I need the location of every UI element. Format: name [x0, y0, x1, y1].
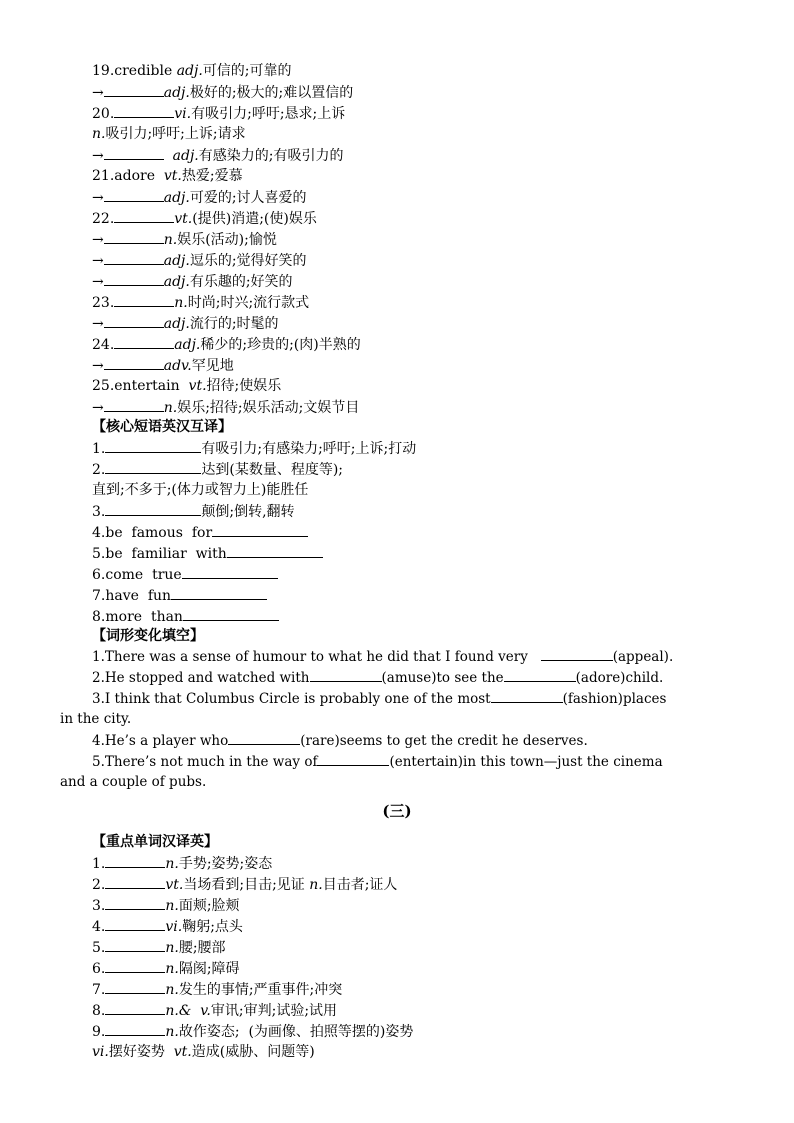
answer-blank[interactable] [105, 916, 165, 931]
answer-blank[interactable] [104, 271, 164, 286]
answer-blank[interactable] [105, 853, 165, 868]
answer-blank[interactable] [104, 313, 164, 328]
answer-blank[interactable] [171, 585, 267, 600]
answer-blank[interactable] [228, 730, 300, 745]
form-sentence-5: 5.There’s not much in the way of (entertain)in this town—just the cinema [92, 751, 663, 771]
answer-blank[interactable] [105, 1000, 165, 1015]
phrase-item: 2. 达到(某数量、程度等); [92, 459, 343, 479]
answer-blank[interactable] [105, 958, 165, 973]
answer-blank[interactable] [105, 937, 165, 952]
phrases-heading: 【核心短语英汉互译】 [92, 419, 232, 435]
answer-blank[interactable] [105, 1021, 165, 1036]
phrase-item: 1. 有吸引力;有感染力;呼吁;上诉;打动 [92, 438, 416, 458]
word-derivative: → adj.流行的;时髦的 [92, 313, 279, 333]
answer-blank[interactable] [105, 979, 165, 994]
word-derivative: → adj.有乐趣的;好笑的 [92, 271, 293, 291]
word-derivative: → adj.极好的;极大的;难以置信的 [92, 82, 353, 102]
word-derivative: → n.娱乐;招待;娱乐活动;文娱节目 [92, 397, 359, 417]
answer-blank[interactable] [182, 564, 278, 579]
keywords-heading: 【重点单词汉译英】 [92, 834, 218, 850]
phrase-item: 8.more than [92, 606, 279, 626]
keyword-item-cont: vi.摆好姿势 vt.造成(威胁、问题等) [92, 1044, 315, 1060]
form-sentence-5-cont: and a couple of pubs. [60, 774, 207, 790]
answer-blank[interactable] [114, 208, 174, 223]
keyword-item: 8. n.& v.审讯;审判;试验;试用 [92, 1000, 337, 1020]
word-item-21: 21.adore vt.热爱;爱慕 [92, 168, 243, 184]
answer-blank[interactable] [105, 895, 165, 910]
form-sentence-1: 1.There was a sense of humour to what he did that I found very (appeal). [92, 646, 673, 666]
phrase-item: 5.be familiar with [92, 543, 323, 563]
word-derivative: → adj.逗乐的;觉得好笑的 [92, 250, 307, 270]
answer-blank[interactable] [504, 667, 576, 682]
answer-blank[interactable] [541, 646, 613, 661]
phrase-item-cont: 直到;不多于;(体力或智力上)能胜任 [92, 482, 309, 498]
word-derivative: → adj.有感染力的;有吸引力的 [92, 145, 343, 165]
answer-blank[interactable] [104, 355, 164, 370]
keyword-item: 7. n.发生的事情;严重事件;冲突 [92, 979, 342, 999]
answer-blank[interactable] [114, 334, 174, 349]
answer-blank[interactable] [105, 501, 201, 516]
phrase-item: 3. 颠倒;倒转,翻转 [92, 501, 295, 521]
forms-heading: 【词形变化填空】 [92, 628, 204, 644]
word-item-23: 23. n.时尚;时兴;流行款式 [92, 292, 309, 312]
answer-blank[interactable] [105, 874, 165, 889]
keyword-item: 2. vt.当场看到;目击;见证 n.目击者;证人 [92, 874, 397, 894]
keyword-item: 1. n.手势;姿势;姿态 [92, 853, 272, 873]
answer-blank[interactable] [114, 292, 174, 307]
answer-blank[interactable] [491, 688, 563, 703]
form-sentence-3-cont: in the city. [60, 711, 132, 727]
keyword-item: 6. n.隔阂;障碍 [92, 958, 240, 978]
answer-blank[interactable] [183, 606, 279, 621]
word-derivative: → n.娱乐(活动);愉悦 [92, 229, 277, 249]
keyword-item: 4. vi.鞠躬;点头 [92, 916, 243, 936]
answer-blank[interactable] [104, 229, 164, 244]
answer-blank[interactable] [104, 187, 164, 202]
word-item-20-noun: n.吸引力;呼吁;上诉;请求 [92, 126, 246, 142]
answer-blank[interactable] [104, 397, 164, 412]
answer-blank[interactable] [212, 522, 308, 537]
word-item-25: 25.entertain vt.招待;使娱乐 [92, 378, 282, 394]
word-item-24: 24. adj.稀少的;珍贵的;(肉)半熟的 [92, 334, 361, 354]
answer-blank[interactable] [310, 667, 382, 682]
phrase-item: 4.be famous for [92, 522, 308, 542]
phrase-item: 7.have fun [92, 585, 267, 605]
answer-blank[interactable] [114, 103, 174, 118]
word-item-19: 19.credible adj.可信的;可靠的 [92, 63, 292, 79]
phrase-item: 6.come true [92, 564, 278, 584]
form-sentence-4: 4.He’s a player who (rare)seems to get the credit he deserves. [92, 730, 588, 750]
keyword-item: 5. n.腰;腰部 [92, 937, 226, 957]
answer-blank[interactable] [104, 250, 164, 265]
answer-blank[interactable] [105, 459, 201, 474]
answer-blank[interactable] [104, 145, 164, 160]
answer-blank[interactable] [317, 751, 389, 766]
answer-blank[interactable] [227, 543, 323, 558]
form-sentence-2: 2.He stopped and watched with (amuse)to see the (adore)child. [92, 667, 663, 687]
word-item-22: 22. vt.(提供)消遣;(使)娱乐 [92, 208, 317, 228]
form-sentence-3: 3.I think that Columbus Circle is probably one of the most (fashion)places [92, 688, 666, 708]
answer-blank[interactable] [104, 82, 164, 97]
word-derivative: → adv.罕见地 [92, 355, 234, 375]
section-title: (三) [382, 802, 412, 820]
answer-blank[interactable] [105, 438, 201, 453]
word-derivative: → adj.可爱的;讨人喜爱的 [92, 187, 307, 207]
keyword-item: 3. n.面颊;脸颊 [92, 895, 240, 915]
word-item-20: 20. vi.有吸引力;呼吁;恳求;上诉 [92, 103, 345, 123]
keyword-item: 9. n.故作姿态; (为画像、拍照等摆的)姿势 [92, 1021, 413, 1041]
